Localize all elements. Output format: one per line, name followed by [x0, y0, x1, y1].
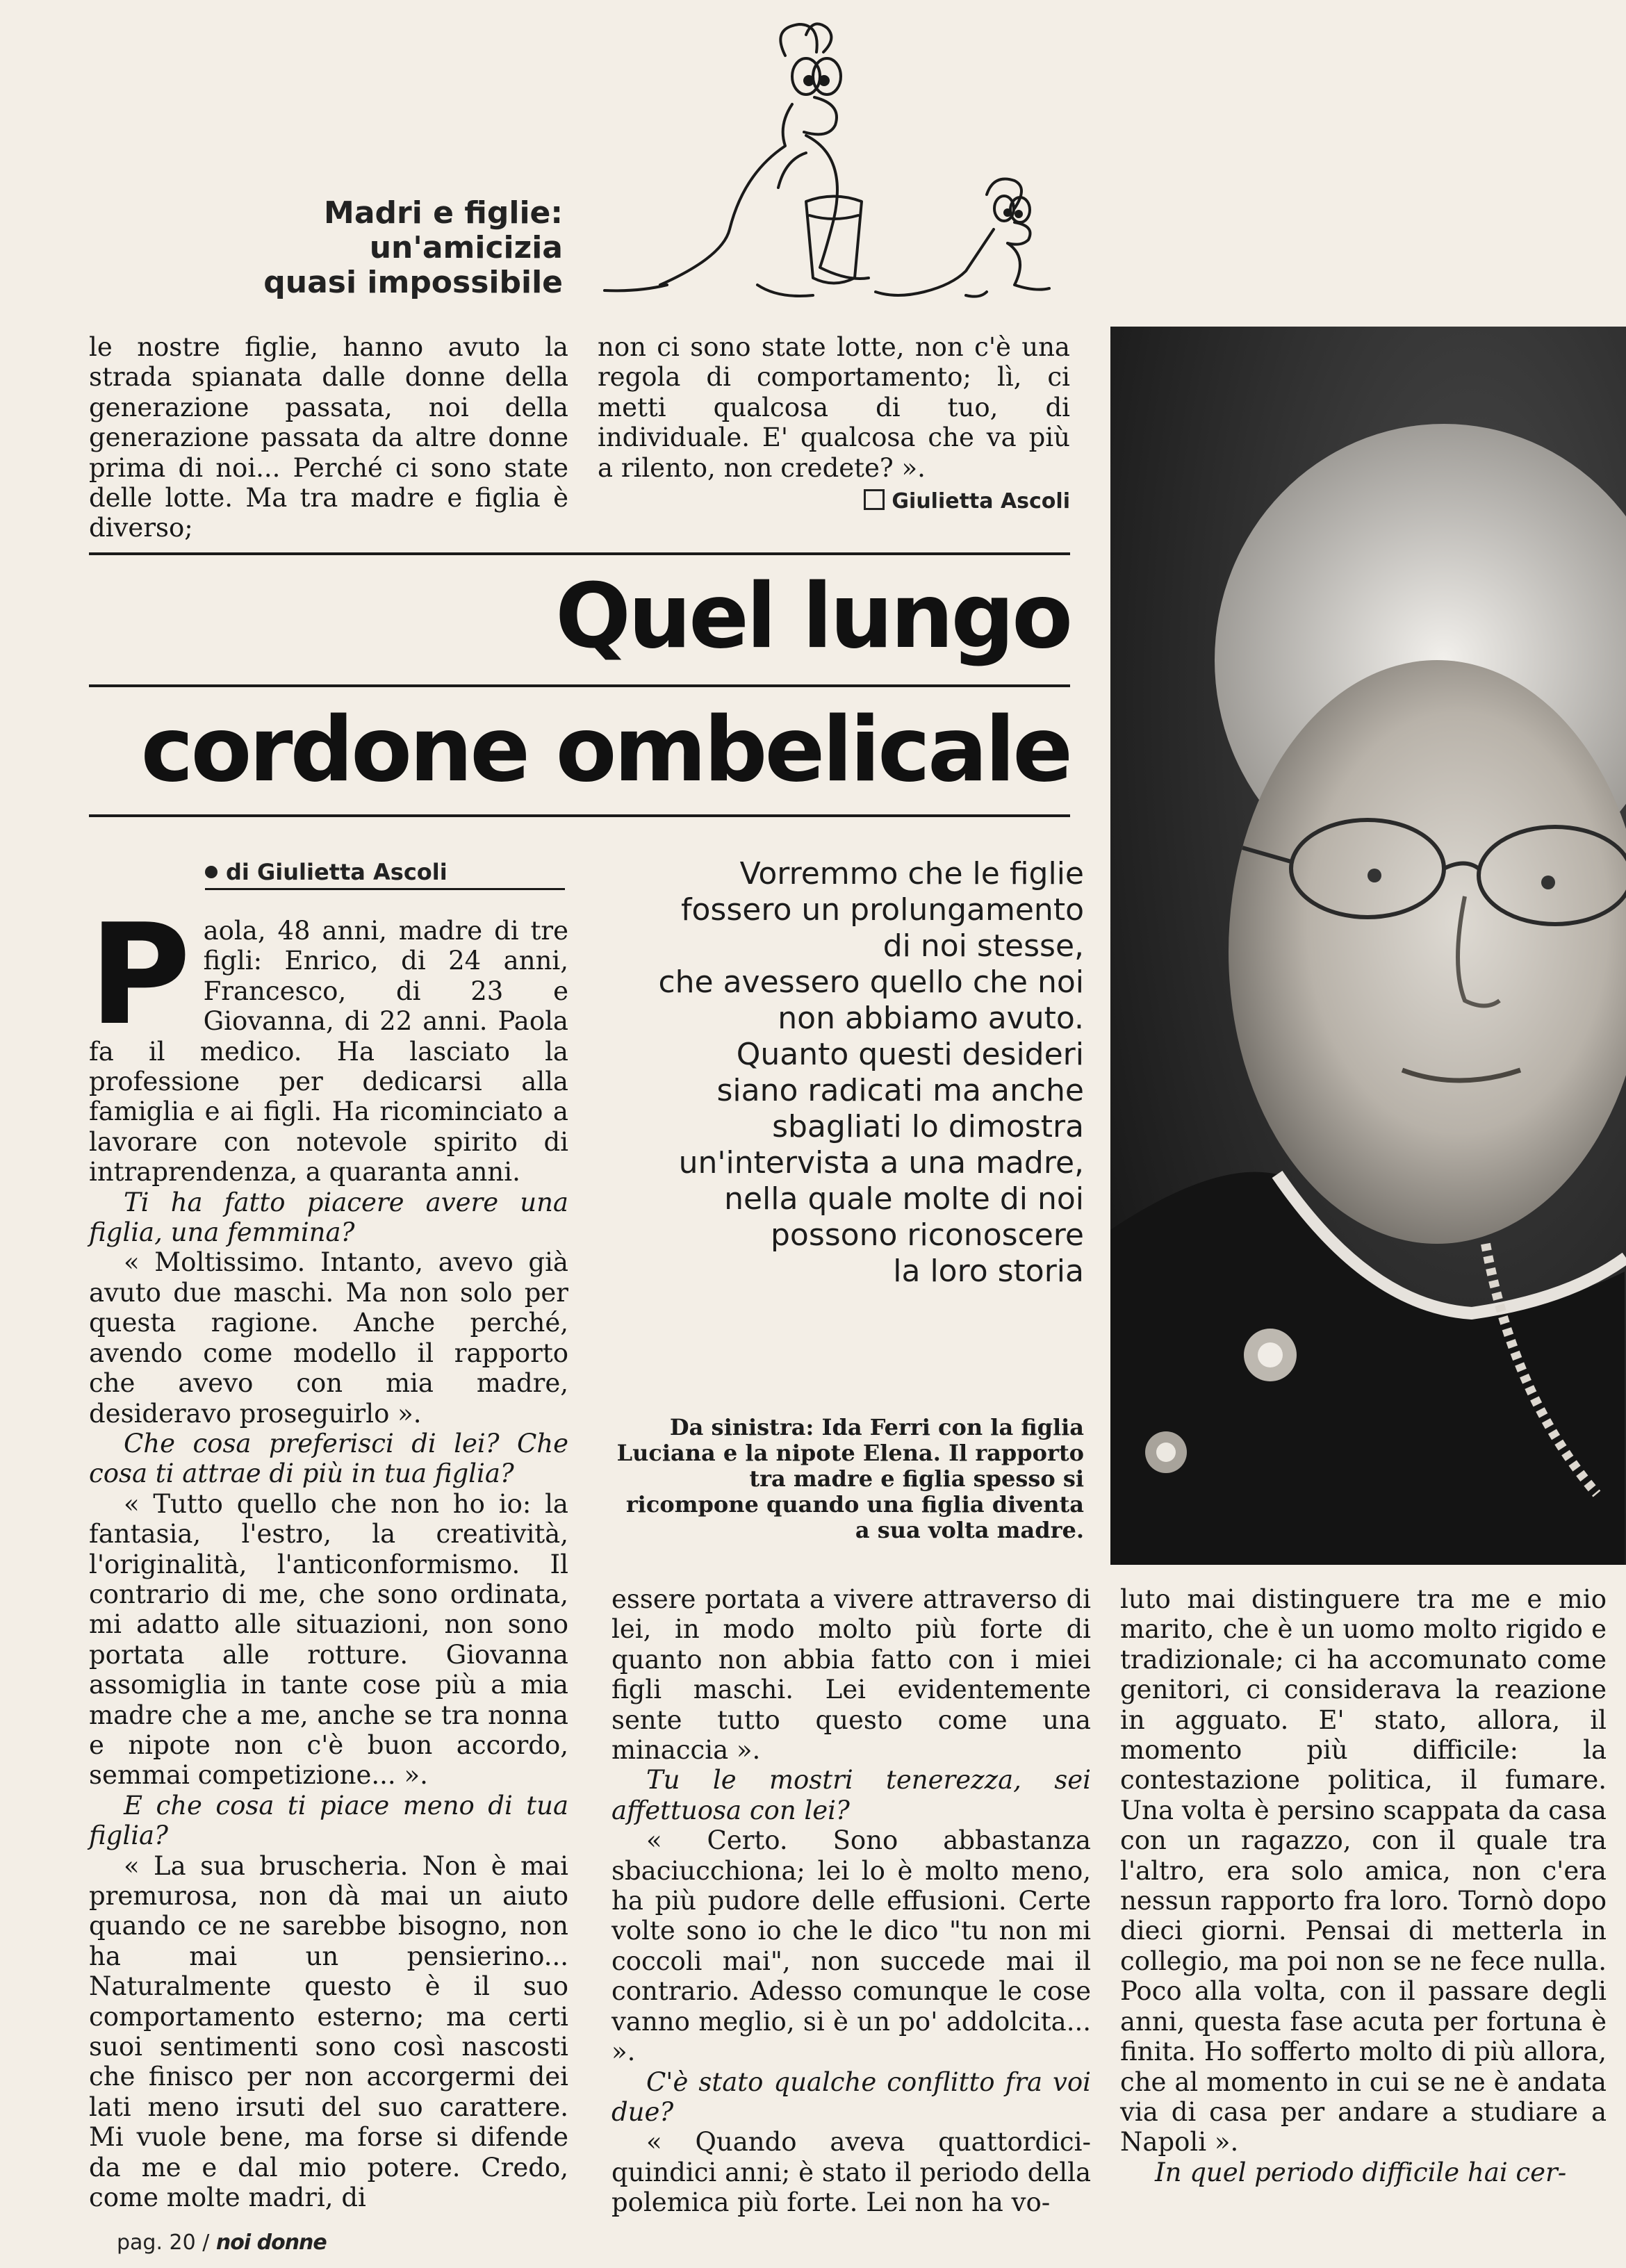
title-rule-bottom	[89, 814, 1070, 817]
interview-question: In quel periodo difficile hai cer-	[1155, 2157, 1567, 2187]
kicker-line-3: quasi impossibile	[263, 265, 563, 300]
article-title-line-1: Quel lungo	[555, 565, 1070, 668]
intro-signature	[855, 489, 1070, 513]
signature-name: Giulietta Ascoli	[892, 489, 1070, 513]
body-column-2	[611, 1584, 1091, 2218]
interview-answer: « Certo. Sono abbastanza sbaciucchiona; lei lo è molto meno, ha più pudore delle effusioni. Certe volte sono io che le dico "tu non mi coccoli mai", non succede mai il contrario. Adesso comunque le cose vanno meglio, si è un po' addolcita... ».	[611, 1825, 1091, 2067]
interview-question: Tu le mostri tenerezza, sei affettuosa con lei?	[611, 1765, 1091, 1825]
interview-question: Ti ha fatto piacere avere una figlia, una femmina?	[89, 1187, 568, 1248]
body-column-1	[89, 894, 568, 2213]
standfirst	[598, 856, 1084, 1290]
standfirst-line: sbagliati lo dimostra	[772, 1109, 1084, 1144]
standfirst-line: non abbiamo avuto.	[778, 1001, 1084, 1036]
byline-bullet-icon	[205, 866, 217, 878]
lead-text: aola, 48 anni, madre di tre figli: Enrico, di 24 anni, Francesco, di 23 e Giovanna, di 22 anni. Paola fa il medico. Ha lasciato la professione per dedicarsi alla famiglia e ai figli. Ha ricominciato a lavorare con notevole spirito di intraprendenza, a quaranta anni.	[89, 916, 568, 1188]
photo-caption: Da sinistra: Ida Ferri con la figlia Luciana e la nipote Elena. Il rapporto tra madre e figlia spesso si ricompone quando una figlia diventa a sua volta madre.	[616, 1414, 1084, 1543]
body-column-3	[1120, 1584, 1607, 2187]
intro-column-2-text: non ci sono state lotte, non c'è una regola di comportamento; lì, ci metti qualcosa di tuo, di individuale. E' qualcosa che va più a rilento, non credete? ».	[598, 332, 1070, 483]
standfirst-line: possono riconoscere	[770, 1217, 1084, 1253]
article-title-line-2: cordone ombelicale	[140, 698, 1070, 802]
standfirst-line: di noi stesse,	[882, 928, 1084, 964]
magazine-logo: noi donne	[215, 2230, 327, 2255]
kangaroo-cartoon-illustration	[598, 14, 1098, 320]
interview-question: Che cosa preferisci di lei? Che cosa ti attrae di più in tua figlia?	[89, 1428, 568, 1489]
interview-answer: luto mai distinguere tra me e mio marito, che è un uomo molto rigido e tradizionale; ci ha accomunato come genitori, ci considerava la reazione in agguato. E' stato, allora, il momento più difficile: la contestazione politica, il fumare. Una volta è persino scappata da casa con un ragazzo, con il quale tra l'altro, era solo amica, non c'era nessun rapporto fra loro. Tornò dopo dieci giorni. Pensai di metterla in collegio, ma poi non se ne fece nulla. Poco alla volta, con il passare degli anni, questa fase acuta per fortuna è finita. Ho sofferto molto di più allora, che al momento in cui se ne è andata via di casa per andare a studiare a Napoli ».	[1120, 1584, 1607, 2158]
interview-answer: « Moltissimo. Intanto, avevo già avuto due maschi. Ma non solo per questa ragione. Anche perché, avendo come modello il rapporto che avevo con mia madre, desideravo proseguirlo ».	[89, 1247, 568, 1429]
standfirst-line: siano radicati ma anche	[716, 1073, 1084, 1108]
title-rule-top	[89, 552, 1070, 555]
standfirst-line: la loro storia	[893, 1254, 1084, 1289]
page-number: pag. 20	[117, 2230, 196, 2255]
interview-answer: essere portata a vivere attraverso di lei, in modo molto più forte di quanto non abbia fatto con i miei figli maschi. Lei evidentemente sente tutto questo come una minaccia ».	[611, 1584, 1091, 1766]
footer-separator: /	[202, 2230, 210, 2255]
signature-box-icon	[864, 489, 885, 510]
kicker-line-1: Madri e figlie:	[324, 195, 563, 231]
interview-question: E che cosa ti piace meno di tua figlia?	[89, 1790, 568, 1851]
byline-text: di Giulietta Ascoli	[226, 859, 447, 885]
drop-cap: P	[89, 894, 191, 1056]
standfirst-line: che avessero quello che noi	[658, 964, 1084, 1000]
interview-answer: « Quando aveva quattordici-quindici anni; è stato il periodo della polemica più forte. Lei non ha vo-	[611, 2127, 1091, 2218]
interview-answer: « Tutto quello che non ho io: la fantasia, l'estro, la creatività, l'originalità, l'anticonformismo. Il contrario di me, che sono ordinata, mi adatto alle situazioni, non sono portata alle rotture. Giovanna assomiglia in tante cose più a mia madre che a me, anche se tra nonna e nipote non c'è buon accordo, semmai competizione... ».	[89, 1488, 568, 1791]
standfirst-line: fossero un prolungamento	[681, 892, 1084, 928]
standfirst-line: un'intervista a una madre,	[678, 1145, 1084, 1181]
interview-question: C'è stato qualche conflitto fra voi due?	[611, 2066, 1091, 2127]
standfirst-line: Quanto questi desideri	[736, 1037, 1084, 1072]
intro-column-2	[598, 332, 1070, 483]
interview-answer: « La sua bruscheria. Non è mai premurosa, non dà mai un aiuto quando ce ne sarebbe bisogno, non ha mai un pensierino... Naturalmente questo è il suo comportamento esterno; ma certi suoi sentimenti sono così nascosti che finisco per non accorgermi dei lati meno irsuti del suo carattere. Mi vuole bene, ma forse si difende da me e dal mio potere. Credo, come molte madri, di	[89, 1850, 568, 2213]
byline	[205, 859, 447, 885]
body-paragraph-lead	[89, 894, 568, 1188]
standfirst-line: nella quale molte di noi	[724, 1181, 1084, 1217]
byline-rule	[205, 888, 565, 890]
portrait-photo-image	[1110, 327, 1626, 1565]
kicker-heading	[250, 196, 563, 300]
standfirst-line: Vorremmo che le figlie	[739, 856, 1084, 891]
intro-column-1-text: le nostre figlie, hanno avuto la strada spianata dalle donne della generazione passata, noi della generazione passata da altre donne prima di noi... Perché ci sono state delle lotte. Ma tra madre e figlia è diverso;	[89, 332, 568, 543]
intro-column-1	[89, 332, 568, 543]
page-footer	[117, 2230, 327, 2255]
kicker-line-2: un'amicizia	[369, 230, 563, 265]
title-rule-middle	[89, 684, 1070, 687]
portrait-photo	[1110, 327, 1626, 1565]
